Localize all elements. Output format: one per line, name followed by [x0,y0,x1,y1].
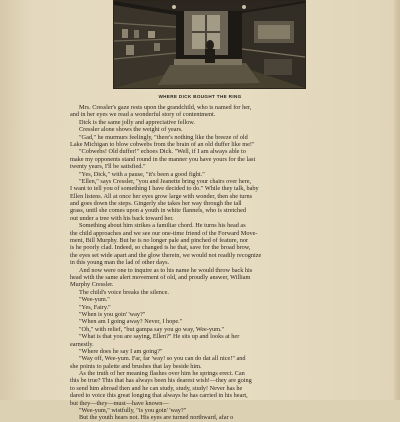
text-line: she points to palette and brushes that lay beside him. [70,362,202,370]
text-line: "Where does he say I am going?" [79,347,163,355]
text-line: I want to tell you of something I have decided to do." While they talk, baby [70,185,259,193]
text-line: to send him abroad then and he can study, study, study! Never has he [70,384,243,392]
photo-illustration [114,1,305,88]
text-line: "Oh," with relief, "but gampa say you go way, Wee-yum." [79,325,225,333]
text-line: "Cobwebs! Old duffer!" echoes Dick. "Well, if I am always able to [79,148,246,156]
body-text [70,104,349,422]
text-line: the eyes set wide apart and the glow therein, we would not readily recognize [70,251,262,259]
text-line: earnestly. [70,340,94,348]
text-line: "Ellen," says Cressler, "you and Jeanette bring your chairs over here, [79,177,252,185]
text-line: "Way off, Wee-yum. Far, far 'way! so you can do dat all nice!" and [79,355,246,363]
text-line: As the truth of her meaning flashes over him he springs erect. Can [79,370,245,378]
text-line: Lake Michigan to blow cobwebs from the brain of an old duffer like me!" [70,140,255,148]
text-line: dared to voice this great longing that always he has carried in his heart, [70,392,248,400]
text-line: ment, Bill Murphy. But he is no longer pale and pinched of feature, nor [70,237,249,245]
text-line: this be true? This that has always been his dearest wish!—they are going [70,377,252,385]
text-line: Mrs. Cressler's gaze rests upon the grandchild, who is named for her, [79,104,252,111]
text-line: But the youth hears not. His eyes are turned northward, afar o [79,414,234,422]
text-line: but they—they—must—have known— [70,399,169,407]
figure-caption: WHERE DICK BOUGHT THE RING [158,94,242,99]
text-line: "Wee-yum," wistfully, "is you goin' 'way?" [79,407,187,415]
shop-interior-photo [113,0,306,89]
text-line: "Yes, Fairy." [79,303,111,311]
text-line: Dick is the same jolly and appreciative fellow. [79,118,195,126]
text-line: "Wee-yum." [79,296,110,304]
text-line: Ellen listens. All at once her eyes grow large with wonder, then she turns [70,192,253,200]
text-line: Cressler alone shows the weight of years. [79,126,183,134]
text-line: make my opponents stand round in the manner you have yours for the last [70,155,256,163]
text-line: and in her eyes we read a wonderful story of contentment. [70,111,216,119]
text-line: grass, until she comes upon a youth in white flannels, who is stretched [70,207,247,215]
text-line: The child's voice breaks the silence. [79,288,169,296]
text-line: "When is you goin' 'way?" [79,310,146,318]
text-line: twenty years, I'll be satisfied." [70,163,146,171]
text-line: Something about him strikes a familiar chord. He turns his head as [79,222,246,230]
text-line: the child approaches and we see our one-time friend of the Forward Move- [70,229,258,237]
text-line: "Yes, Dick," with a pause, "it's been a good fight." [79,170,205,178]
text-line: And now were one to inquire as to his name he would throw back his [79,266,253,274]
text-line: head with the same alert movement of old, and proudly answer, William [70,273,251,281]
text-line: and goes down the steps. Gingerly she takes her way through the tall [70,200,242,208]
text-line: "Gad," he murmurs feelingly, "there's nothing like the breeze of old [79,133,248,141]
text-line: Murphy Cressler. [70,281,114,289]
text-line: "When am I going away? Never, I hope." [79,318,183,326]
text-line: "What is that you are saying, Ellen?" He sits up and looks at her [79,333,240,341]
text-line: out under a tree with his back toward her. [70,214,174,222]
text-line: in this young man the lad of other days. [70,259,170,267]
page-edge [394,0,400,400]
text-line: is he poorly clad. Indeed, so changed is he that, save for the broad brow, [70,244,251,252]
